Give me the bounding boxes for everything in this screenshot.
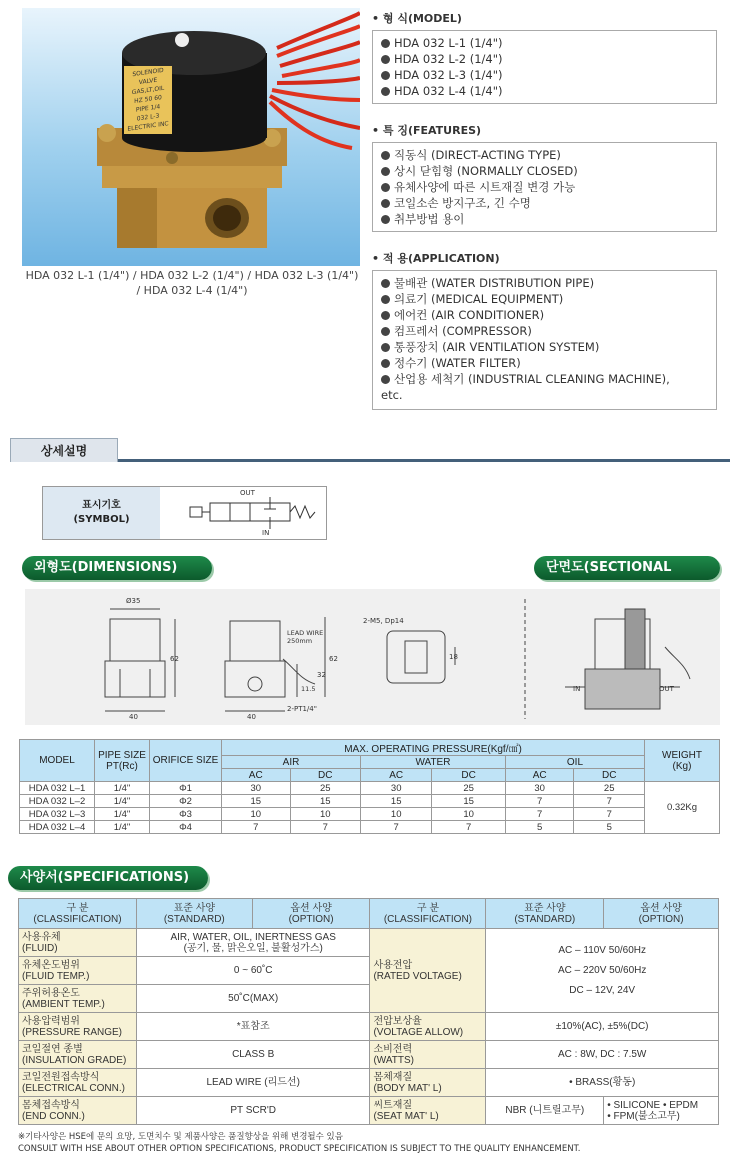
model-list xyxy=(372,30,717,104)
spec-label: 몸체접속방식 (END CONN.) xyxy=(19,1097,137,1125)
bullet-icon xyxy=(381,167,390,176)
cell: 10 xyxy=(290,808,361,821)
cell: 15 xyxy=(222,795,291,808)
dimension-drawings xyxy=(25,589,720,725)
solenoid-valve-image xyxy=(22,8,360,266)
cell: 15 xyxy=(432,795,506,808)
pressure-table xyxy=(19,739,720,834)
list-item: HDA 032 L-3 (1/4") xyxy=(381,67,708,83)
bullet-icon xyxy=(381,71,390,80)
valve-label-line: PIPE 1/4 xyxy=(135,103,161,114)
symbol-box xyxy=(42,486,327,540)
bullet-icon xyxy=(381,279,390,288)
col-dc: DC xyxy=(290,769,361,782)
bullet-icon xyxy=(381,39,390,48)
list-item: 정수기 (WATER FILTER) xyxy=(381,355,708,371)
cell: Φ2 xyxy=(150,795,222,808)
spec-label: 씨트재질 (SEAT MAT' L) xyxy=(370,1097,486,1125)
product-photo xyxy=(22,8,360,266)
valve-label-line: GAS,LT,OIL xyxy=(131,84,165,97)
spec-value: AC – 110V 50/60Hz AC – 220V 50/60Hz DC – 12V, 24V xyxy=(486,929,719,1013)
cell: 7 xyxy=(574,808,645,821)
spec-label: 주위허용온도 (AMBIENT TEMP.) xyxy=(19,985,137,1013)
col-air: AIR xyxy=(222,756,361,769)
cell: 7 xyxy=(505,808,574,821)
list-item: 취부방법 용이 xyxy=(381,211,708,227)
cell: 7 xyxy=(361,821,432,834)
table-row xyxy=(19,929,719,957)
cell: 10 xyxy=(361,808,432,821)
bullet-icon xyxy=(381,343,390,352)
spec-label: 사용전압 (RATED VOLTAGE) xyxy=(370,929,486,1013)
spec-value: AC : 8W, DC : 7.5W xyxy=(486,1041,719,1069)
table-row xyxy=(20,821,720,834)
cell: 25 xyxy=(290,782,361,795)
table-row xyxy=(19,1097,719,1125)
spec-table xyxy=(18,898,719,1125)
footnote-en: CONSULT WITH HSE ABOUT OTHER OPTION SPECIFICATIONS, PRODUCT SPECIFICATION IS SUBJECT TO THE QUALITY ENHANCEMENT. xyxy=(18,1144,581,1154)
bullet-icon xyxy=(381,55,390,64)
list-item: 직동식 (DIRECT-ACTING TYPE) xyxy=(381,147,708,163)
spec-label: 코일절연 종별 (INSULATION GRADE) xyxy=(19,1041,137,1069)
cell: 7 xyxy=(432,821,506,834)
cell: Φ3 xyxy=(150,808,222,821)
symbol-label-kr: 표시기호 xyxy=(82,500,121,511)
col-ac: AC xyxy=(505,769,574,782)
bullet-icon xyxy=(381,183,390,192)
col-dc: DC xyxy=(574,769,645,782)
cell: 1/4" xyxy=(95,821,150,834)
dim-label: 40 xyxy=(247,713,256,721)
spec-label: 사용압력범위 (PRESSURE RANGE) xyxy=(19,1013,137,1041)
valve-label-line: 032 L-3 xyxy=(136,112,160,123)
spec-value: PT SCR'D xyxy=(136,1097,370,1125)
cell: HDA 032 L–4 xyxy=(20,821,95,834)
dim-label: 11.5 xyxy=(301,685,316,693)
cell: 30 xyxy=(361,782,432,795)
dim-label: Ø35 xyxy=(126,597,141,605)
symbol-in-label: IN xyxy=(262,529,270,537)
valve-label-line: SOLENOID VALVE xyxy=(132,66,164,87)
symbol-label-en: (SYMBOL) xyxy=(73,514,130,525)
table-row xyxy=(20,782,720,795)
col-classification: 구 분 (CLASSIFICATION) xyxy=(370,899,486,929)
cell: HDA 032 L–2 xyxy=(20,795,95,808)
cell: Φ1 xyxy=(150,782,222,795)
symbol-label xyxy=(43,487,160,539)
dim-label: 62 xyxy=(329,655,338,663)
spec-value: AIR, WATER, OIL, INERTNESS GAS (공기, 물, 맑은오일, 불활성가스) xyxy=(136,929,370,957)
spec-label: 소비전력 (WATTS) xyxy=(370,1041,486,1069)
features-section-title: • 특 징(FEATURES) xyxy=(372,124,482,137)
spec-value: LEAD WIRE (리드선) xyxy=(136,1069,370,1097)
cell: 25 xyxy=(432,782,506,795)
col-orifice: ORIFICE SIZE xyxy=(150,740,222,782)
spec-value: *표참조 xyxy=(136,1013,370,1041)
dim-label: 32 xyxy=(317,671,326,679)
tab-detail[interactable]: 상세설명 xyxy=(10,438,118,462)
product-caption: HDA 032 L-1 (1/4") / HDA 032 L-2 (1/4") / HDA 032 L-3 (1/4") / HDA 032 L-4 (1/4") xyxy=(25,269,359,297)
bullet-icon xyxy=(381,199,390,208)
table-row xyxy=(20,808,720,821)
dim-label: IN xyxy=(573,685,581,693)
weight-cell: 0.32Kg xyxy=(645,782,720,834)
cell: 5 xyxy=(505,821,574,834)
cell: Φ4 xyxy=(150,821,222,834)
list-item: HDA 032 L-4 (1/4") xyxy=(381,83,708,99)
cell: 10 xyxy=(432,808,506,821)
spec-value: 0 ~ 60˚C xyxy=(136,957,370,985)
dim-label: 62 xyxy=(170,655,179,663)
col-pipe-size: PIPE SIZE PT(Rc) xyxy=(95,740,150,782)
col-standard: 표준 사양 (STANDARD) xyxy=(486,899,604,929)
spec-value: • BRASS(황동) xyxy=(486,1069,719,1097)
col-classification: 구 분 (CLASSIFICATION) xyxy=(19,899,137,929)
cell: 1/4" xyxy=(95,782,150,795)
drawings-panel xyxy=(25,589,720,725)
detail-tab-bar xyxy=(10,436,730,462)
col-standard: 표준 사양 (STANDARD) xyxy=(136,899,252,929)
col-option: 옵션 사양 (OPTION) xyxy=(252,899,370,929)
cell: 7 xyxy=(222,821,291,834)
col-ac: AC xyxy=(222,769,291,782)
sectional-view-title: 단면도(SECTIONAL xyxy=(534,556,720,580)
cell: HDA 032 L–1 xyxy=(20,782,95,795)
col-dc: DC xyxy=(432,769,506,782)
bullet-icon xyxy=(381,295,390,304)
cell: 7 xyxy=(505,795,574,808)
col-max-pressure: MAX. OPERATING PRESSURE(Kgf/㎠) xyxy=(222,740,645,756)
table-row xyxy=(19,1041,719,1069)
valve-symbol-diagram xyxy=(160,487,326,539)
list-item: 의료기 (MEDICAL EQUIPMENT) xyxy=(381,291,708,307)
bullet-icon xyxy=(381,215,390,224)
spec-value: NBR (니트릴고무) xyxy=(486,1097,604,1125)
spec-value: ±10%(AC), ±5%(DC) xyxy=(486,1013,719,1041)
col-weight: WEIGHT (Kg) xyxy=(645,740,720,782)
cell: 15 xyxy=(361,795,432,808)
dim-label: OUT xyxy=(659,685,674,693)
list-item: 컴프레서 (COMPRESSOR) xyxy=(381,323,708,339)
list-item: 유체사양에 따른 시트재질 변경 가능 xyxy=(381,179,708,195)
col-ac: AC xyxy=(361,769,432,782)
bullet-icon xyxy=(381,375,390,384)
list-item: 물배관 (WATER DISTRIBUTION PIPE) xyxy=(381,275,708,291)
spec-label: 전압보상율 (VOLTAGE ALLOW) xyxy=(370,1013,486,1041)
specifications-title: 사양서(SPECIFICATIONS) xyxy=(8,866,208,890)
spec-label: 몸체재질 (BODY MAT' L) xyxy=(370,1069,486,1097)
bullet-icon xyxy=(381,359,390,368)
dim-label: 40 xyxy=(129,713,138,721)
application-list xyxy=(372,270,717,410)
cell: 30 xyxy=(222,782,291,795)
footnote xyxy=(18,1131,728,1155)
valve-label-line: HZ 50 60 xyxy=(134,94,162,105)
application-section-title: • 적 용(APPLICATION) xyxy=(372,252,500,265)
list-item: 통풍장치 (AIR VENTILATION SYSTEM) xyxy=(381,339,708,355)
spec-option: • SILICONE • EPDM • FPM(불소고무) xyxy=(604,1097,719,1125)
cell: HDA 032 L–3 xyxy=(20,808,95,821)
dimensions-title: 외형도(DIMENSIONS) xyxy=(22,556,212,580)
cell: 15 xyxy=(290,795,361,808)
list-item: HDA 032 L-2 (1/4") xyxy=(381,51,708,67)
cell: 10 xyxy=(222,808,291,821)
dim-label: 2-PT1/4" xyxy=(287,705,317,713)
dim-label: 18 xyxy=(449,653,458,661)
footnote-kr: ※기타사양은 HSE에 문의 요망, 도면치수 및 제품사양은 품질향상을 위해 변경될수 있음 xyxy=(18,1132,343,1142)
table-row xyxy=(19,1069,719,1097)
cell: 1/4" xyxy=(95,795,150,808)
cell: 25 xyxy=(574,782,645,795)
bullet-icon xyxy=(381,327,390,336)
spec-label: 유체온도범위 (FLUID TEMP.) xyxy=(19,957,137,985)
valve-label-line: ELECTRIC INC xyxy=(127,120,169,133)
spec-value: 50˚C(MAX) xyxy=(136,985,370,1013)
spec-value: CLASS B xyxy=(136,1041,370,1069)
list-item-tail: etc. xyxy=(381,388,403,402)
model-section-title: • 형 식(MODEL) xyxy=(372,12,462,25)
list-item: HDA 032 L-1 (1/4") xyxy=(381,35,708,51)
cell: 30 xyxy=(505,782,574,795)
list-item: 산업용 세척기 (INDUSTRIAL CLEANING MACHINE), xyxy=(381,371,708,387)
bullet-icon xyxy=(381,311,390,320)
cell: 7 xyxy=(290,821,361,834)
cell: 7 xyxy=(574,795,645,808)
features-list xyxy=(372,142,717,232)
list-item: 상시 닫힘형 (NORMALLY CLOSED) xyxy=(381,163,708,179)
symbol-out-label: OUT xyxy=(240,489,255,497)
spec-label: 코일전원접속방식 (ELECTRICAL CONN.) xyxy=(19,1069,137,1097)
list-item: 코일소손 방지구조, 긴 수명 xyxy=(381,195,708,211)
col-model: MODEL xyxy=(20,740,95,782)
bullet-icon xyxy=(381,87,390,96)
table-row xyxy=(19,1013,719,1041)
col-option: 옵션 사양 (OPTION) xyxy=(604,899,719,929)
spec-label: 사용유체 (FLUID) xyxy=(19,929,137,957)
dim-label-lead: LEAD WIRE 250mm xyxy=(287,629,324,645)
list-item: 에어컨 (AIR CONDITIONER) xyxy=(381,307,708,323)
cell: 1/4" xyxy=(95,808,150,821)
table-row xyxy=(20,795,720,808)
dim-label: 2-M5, Dp14 xyxy=(363,617,404,625)
bullet-icon xyxy=(381,151,390,160)
col-water: WATER xyxy=(361,756,506,769)
col-oil: OIL xyxy=(505,756,644,769)
cell: 5 xyxy=(574,821,645,834)
